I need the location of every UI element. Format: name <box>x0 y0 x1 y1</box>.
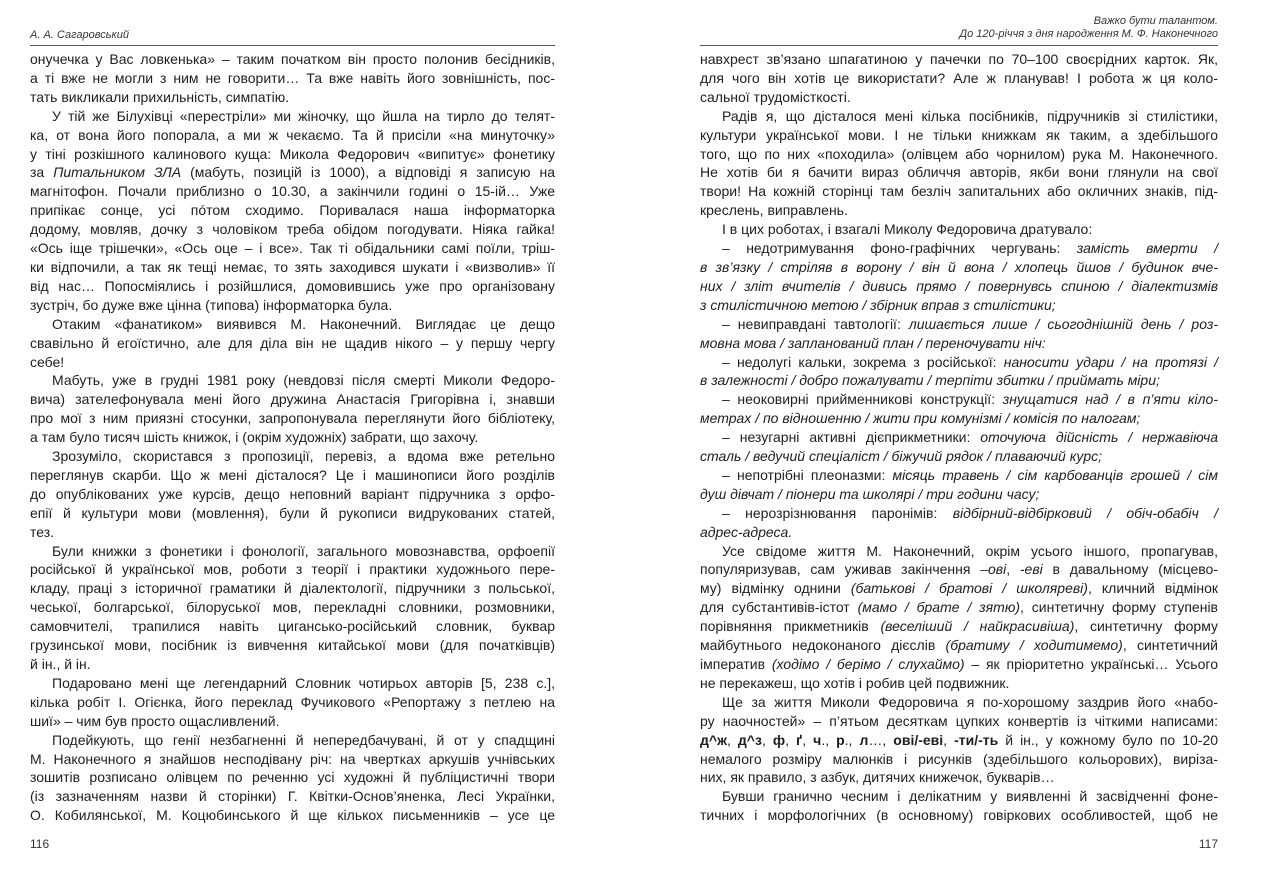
text-run: Ще за життя Миколи Федоровича я по-хорошому заздрив його «набо- <box>722 693 1218 710</box>
running-head-title: Важко бути талантом. <box>1093 15 1218 27</box>
text-line <box>700 390 1218 409</box>
italic-example: (веселіший / найкрасивіша) <box>880 618 1075 635</box>
text-line <box>700 579 1218 598</box>
text-run: грузинської мови, посібник із вивчення китайської мови (для початківців) <box>30 637 555 654</box>
text-line <box>700 674 1218 693</box>
text-line <box>30 542 555 561</box>
bold-label: ч <box>813 731 822 748</box>
text-line <box>700 107 1218 126</box>
text-line <box>30 617 555 636</box>
text-line <box>700 69 1218 88</box>
text-line <box>700 126 1218 145</box>
text-run: , <box>943 731 955 748</box>
text-run: – нерозрізнювання паронімів: <box>722 504 953 521</box>
page-body <box>30 50 555 825</box>
text-run: Усе свідоме життя М. Наконечний, окрім усього іншого, пропагував, <box>722 542 1218 559</box>
text-run: припікає сонце, усі пóтом сходимо. Поривалася наша інформаторка <box>30 202 555 219</box>
italic-example: відбірний-відбірковий / обіч-обабіч / <box>952 504 1218 521</box>
italic-example: них / зліт вчителів / дивись прямо / повернувсь спиною / діалектизмів <box>700 277 1218 294</box>
text-line <box>700 504 1218 523</box>
text-line <box>700 334 1218 353</box>
text-line <box>700 617 1218 636</box>
text-run: додому, мовляв, дочку з чоловіком треба обідом погодувати. Ніяка гайка! <box>30 221 555 238</box>
bold-label: р <box>836 731 845 748</box>
text-run: У тій же Білухівці «перестріли» ми жіночку, що йшла на тирло до телят- <box>52 107 555 124</box>
text-run: них, як правило, з азбук, дитячих книжечок, букварів… <box>700 769 1055 786</box>
text-line <box>700 598 1218 617</box>
italic-example: -еві <box>1019 561 1043 578</box>
text-line <box>30 806 555 825</box>
text-line <box>700 806 1218 825</box>
text-line <box>700 182 1218 201</box>
text-run: , синтетичну форму <box>1074 618 1218 635</box>
text-line <box>30 731 555 750</box>
text-line <box>30 371 555 390</box>
text-line <box>700 315 1218 334</box>
text-line <box>700 163 1218 182</box>
text-run: й ін., у кожному було по 10-20 <box>998 731 1219 748</box>
text-run: Подаровано мені ще легендарний Словник чотирьох авторів [5, 238 с.], <box>52 674 555 691</box>
italic-example: (ходімо / берімо / слухаймо) <box>771 656 965 672</box>
text-run: Зрозуміло, скористався з пропозиції, перевіз, а вдома вже ретельно <box>52 448 555 465</box>
text-line <box>700 145 1218 164</box>
text-line <box>700 428 1218 447</box>
text-line <box>700 787 1218 806</box>
text-line <box>30 655 555 674</box>
text-run: – неоковирні прийменникові конструкції: <box>722 391 1003 408</box>
text-line <box>30 428 555 447</box>
text-run: російської й української мов, роботи з теорії і практики художнього пере- <box>30 561 555 578</box>
text-run: ., <box>844 731 860 748</box>
text-line <box>30 768 555 787</box>
text-run: онучечка у Вас ловкенька» – таким початком він просто полонив бесідників, <box>30 51 555 67</box>
text-run: свавільно й егоїстично, але для діла він не щадив нікого – у першу чергу <box>30 334 555 351</box>
text-run: переглянув скарби. Що ж мені дісталося? Це і машинописи його розділів <box>30 466 555 483</box>
text-run: , <box>802 731 814 748</box>
text-line <box>30 50 555 69</box>
italic-example: душ дівчат / піонери та школярі / три години часу; <box>700 485 1040 502</box>
text-run: зустріч, бо дуже вже цінна (типова) інформаторка була. <box>30 296 393 313</box>
text-run: епії й культури мови (мовлення), були й рукописи видрукованих статей, <box>30 504 555 521</box>
text-run: , синтетичний <box>1122 637 1218 654</box>
text-line <box>30 560 555 579</box>
text-line <box>700 258 1218 277</box>
text-line <box>700 447 1218 466</box>
text-run: , <box>785 731 796 748</box>
text-line <box>700 712 1218 731</box>
text-run: порівняння прикметників <box>700 618 881 635</box>
text-run: – як пріоритетно українські… Усього <box>964 656 1218 672</box>
running-head-author: А. А. Сагаровський <box>30 29 129 41</box>
text-run: – недолугі кальки, зокрема з російської: <box>722 353 1004 370</box>
text-run: зошитів розписано олівцем по реченню усі художні й публіцистичні твори <box>30 769 555 786</box>
text-run: – незугарні активні дієприкметники: <box>722 429 981 446</box>
text-run: чеської, болгарської, білоруської мов, перекладні словники, розмовники, <box>30 599 555 616</box>
text-line <box>30 712 555 731</box>
text-run: М. Наконечного я знайшов несподівану річ: на чвертках аркушів учнівських <box>30 750 555 767</box>
text-run: – недотримування фоно-графічних чергувань: <box>722 240 1077 257</box>
text-run: ки відпочили, а так як тещі немає, то зять заходився шукати і «визволив» її <box>30 258 555 275</box>
text-line <box>700 636 1218 655</box>
text-run: навхрест зв’язано шпагатиною у пачечки по 70–100 своєрідних карток. Як, <box>700 51 1218 67</box>
text-run: а там було тисяч шість книжок, і (окрім художніх) забрати, що захочу. <box>30 429 479 446</box>
text-run: Подейкують, що генії незбагненні й непередбачувані, й от у спадщині <box>52 731 555 748</box>
italic-example: наносити удари / на протязі / <box>1003 353 1218 370</box>
text-line <box>700 750 1218 769</box>
text-line <box>700 485 1218 504</box>
text-run: культури української мови. І не тільки книжкам як таким, а здебільшого <box>700 126 1218 143</box>
text-run: тез. <box>30 523 55 540</box>
italic-example: мовна мова / запланований план / переночувати ніч: <box>700 334 1046 351</box>
text-run: (мабуть, позицій із 1000), а відповіді я записую на <box>181 164 555 181</box>
bold-label: д^з <box>737 731 762 748</box>
text-line <box>30 353 555 372</box>
italic-example: замість вмерти / <box>1076 240 1218 257</box>
text-run: не перекажеш, що хотів і робив цей подвижник. <box>700 674 1010 691</box>
italic-example: метрах / по відношенню / жити при комунізмі / комісія по налогам; <box>700 410 1141 427</box>
text-line <box>30 409 555 428</box>
left-page-116 <box>30 0 555 881</box>
text-line <box>30 239 555 258</box>
text-line <box>700 693 1218 712</box>
text-run: магнітофон. Почали приблизно о 10.30, а закінчили годині о 15-ій… Уже <box>30 183 555 200</box>
text-run: немалого розміру малюнків і рисунків (здебільшого кольорових), виріза- <box>700 750 1218 767</box>
text-run: твори! На кожній сторінці там безліч запитальних або окличних знаків, під- <box>700 183 1218 200</box>
text-run: Мабуть, уже в грудні 1981 року (невдовзі після смерті Миколи Федоро- <box>52 372 555 389</box>
text-run: шиї» – чим був просто ощасливлений. <box>30 712 280 729</box>
text-line <box>30 466 555 485</box>
italic-example: в залежності / добро пожалувати / терпіти збитки / приймать міри; <box>700 372 1160 389</box>
italic-example: (мамо / брате / зятю) <box>857 599 1021 616</box>
text-line <box>30 182 555 201</box>
italic-example: (братиму / ходитимемо) <box>945 637 1123 654</box>
text-run: , кличний відмінок <box>1087 580 1218 597</box>
text-line <box>30 334 555 353</box>
text-line <box>30 579 555 598</box>
text-run: креслень, виправлень. <box>700 202 848 219</box>
text-line <box>30 277 555 296</box>
text-line <box>30 485 555 504</box>
italic-example: (батькові / братові / школяреві) <box>850 580 1088 597</box>
bold-label: ові/-еві <box>893 731 944 748</box>
italic-example: сталь / ведучий спеціаліст / біжучий рядок / плаваючий курс; <box>700 448 1103 465</box>
text-line <box>30 126 555 145</box>
text-run: І в цих роботах, і взагалі Миколу Федоровича дратувало: <box>722 221 1093 238</box>
text-line <box>700 88 1218 107</box>
text-run: ру наочностей» – п’ятьом десяткам цупких конвертів із чіткими написами: <box>700 712 1218 729</box>
text-line <box>30 258 555 277</box>
text-line <box>700 542 1218 561</box>
italic-example: з стилістичною метою / збірник вправ з стилістики; <box>700 296 1056 313</box>
text-line <box>700 50 1218 69</box>
text-run: й ін., й ін. <box>30 656 91 672</box>
text-run: – непотрібні плеоназми: <box>722 466 893 483</box>
right-page-117 <box>700 0 1218 881</box>
text-run: тать викликали прихильність, симпатію. <box>30 88 290 105</box>
text-run: Бувши гранично чесним і делікатним у виявленні й засвідченні фоне- <box>722 788 1218 805</box>
text-run: самовчителі, трапилися навіть цигансько-російський словник, буквар <box>30 618 555 635</box>
text-line <box>30 674 555 693</box>
text-run: про мої з ним приязні стосунки, запропонувала переглянути його бібліотеку, <box>30 410 555 427</box>
text-line <box>30 390 555 409</box>
text-line <box>700 768 1218 787</box>
text-line <box>30 163 555 182</box>
text-run: , <box>761 731 773 748</box>
bold-label: л <box>859 731 869 748</box>
text-run: сальної трудомісткості. <box>700 88 851 105</box>
text-line <box>700 201 1218 220</box>
text-line <box>30 693 555 712</box>
text-run: Отаким «фанатиком» виявився М. Наконечний. Виглядає це дещо <box>52 315 555 332</box>
text-line <box>700 655 1218 674</box>
text-run: Були книжки з фонетики і фонології, загального мовознавства, орфоепії <box>52 542 555 559</box>
text-run: того, що по них «походила» (олівцем або чорнилом) рука М. Наконечного. <box>700 145 1218 162</box>
text-run: , синтетичну форму ступенів <box>1020 599 1218 616</box>
text-run: до опублікованих уже курсів, дещо неповний варіант підручника з орфо- <box>30 485 555 502</box>
text-run: …, <box>868 731 894 748</box>
text-run: «Ось іще трішечки», «Ось оце – і все». Так ті обідальники самі поїли, тріш- <box>30 240 555 257</box>
text-line <box>700 409 1218 428</box>
text-run: вича) зателефонувала мені його дружина Анастасія Григорівна і, знавши <box>30 391 555 408</box>
text-line <box>30 107 555 126</box>
text-line <box>30 787 555 806</box>
text-run: , <box>1006 561 1020 578</box>
text-line <box>30 447 555 466</box>
text-run: Не хотів би я бачити вираз обличчя авторів, якби вони глянули на свої <box>700 164 1218 181</box>
italic-example: лишається лише / сьогоднішній день / роз- <box>908 315 1218 332</box>
text-run: імператив <box>700 656 772 672</box>
text-line <box>30 220 555 239</box>
text-run: ка, от вона його попорала, а ми ж чекаємо. Та й присіли «на минуточку» <box>30 126 555 143</box>
bold-label: д^ж <box>700 731 727 748</box>
text-line <box>30 69 555 88</box>
italic-example: знущатися над / в п’яти кіло- <box>1002 391 1218 408</box>
text-run: ., <box>821 731 837 748</box>
text-line <box>700 353 1218 372</box>
text-run: в давальному (місцево- <box>1042 561 1219 578</box>
text-line <box>700 466 1218 485</box>
text-run: – невиправдані тавтології: <box>722 315 909 332</box>
text-run: кілька робіт І. Огієнка, його переклад Фучикового «Репортажу з петлею на <box>30 693 555 710</box>
text-line <box>700 220 1218 239</box>
text-line <box>30 145 555 164</box>
text-line <box>30 523 555 542</box>
bold-label: ґ <box>796 731 803 748</box>
text-line <box>700 731 1218 750</box>
text-line <box>700 277 1218 296</box>
page-number: 117 <box>1198 837 1218 851</box>
text-line <box>30 504 555 523</box>
italic-example: місяць травень / сім карбованців грошей / сім <box>892 466 1218 483</box>
text-run: популяризував, сам уживав закінчення <box>700 561 981 578</box>
text-line <box>30 598 555 617</box>
text-line <box>700 560 1218 579</box>
text-run: кладу, праці з історичної граматики й діалектології, підручники з польської, <box>30 580 555 597</box>
text-run: у тіні розкішного калинового куща: Микола Федорович «випитує» фонетику <box>30 145 555 162</box>
italic-example: Питальником ЗЛА <box>53 164 182 181</box>
italic-example: в зв’язку / стріляв в ворону / він й вона / хлопець йшов / будинок вче- <box>700 258 1218 275</box>
text-line <box>30 315 555 334</box>
text-run: тичних і морфологічних (в основному) говіркових особливостей, щоб не <box>700 807 1218 824</box>
text-run: майбутнього недоконаного дієслів <box>700 637 946 654</box>
text-run: від нас… Попосміялись і розійшлися, домовившись уже про організовану <box>30 277 555 294</box>
text-run: себе! <box>30 353 65 370</box>
page-body <box>700 50 1218 825</box>
text-line <box>700 239 1218 258</box>
text-line <box>30 750 555 769</box>
bold-label: ф <box>772 731 786 748</box>
running-head-subtitle: До 120-річчя з дня народження М. Ф. Наконечного <box>959 28 1218 40</box>
text-run: (із зазначенням назви й сторінки) Г. Квітки-Основ’яненка, Лесі Українки, <box>30 788 555 805</box>
text-line <box>30 88 555 107</box>
text-run: за <box>30 164 54 181</box>
bold-label: -ти/-ть <box>954 731 999 748</box>
text-line <box>700 296 1218 315</box>
italic-example: оточуюча дійсність / нержавіюча <box>980 429 1218 446</box>
text-line <box>30 201 555 220</box>
text-run: для чого він хотів це використати? Але ж планував! І робота ж ця коло- <box>700 69 1218 86</box>
text-line <box>30 636 555 655</box>
text-line <box>700 523 1218 542</box>
text-line <box>700 371 1218 390</box>
italic-example: –ові <box>980 561 1007 578</box>
text-run: а ті вже не могли з ним не говорити… Та вже навіть його зовнішність, пос- <box>30 69 555 86</box>
italic-example: адрес-адреса. <box>700 523 793 540</box>
page-number: 116 <box>30 837 50 851</box>
text-run: , <box>727 731 738 748</box>
text-line <box>30 296 555 315</box>
running-head <box>30 29 555 46</box>
text-run: му) відмінку однини <box>700 580 851 597</box>
text-run: О. Кобилянської, М. Коцюбинського й ще кількох письменників – усе це <box>30 807 555 824</box>
text-run: для субстантивів-істот <box>700 599 858 616</box>
running-head <box>700 15 1218 46</box>
text-run: Радів я, що дісталося мені кілька посібників, підручників зі стилістики, <box>722 107 1218 124</box>
